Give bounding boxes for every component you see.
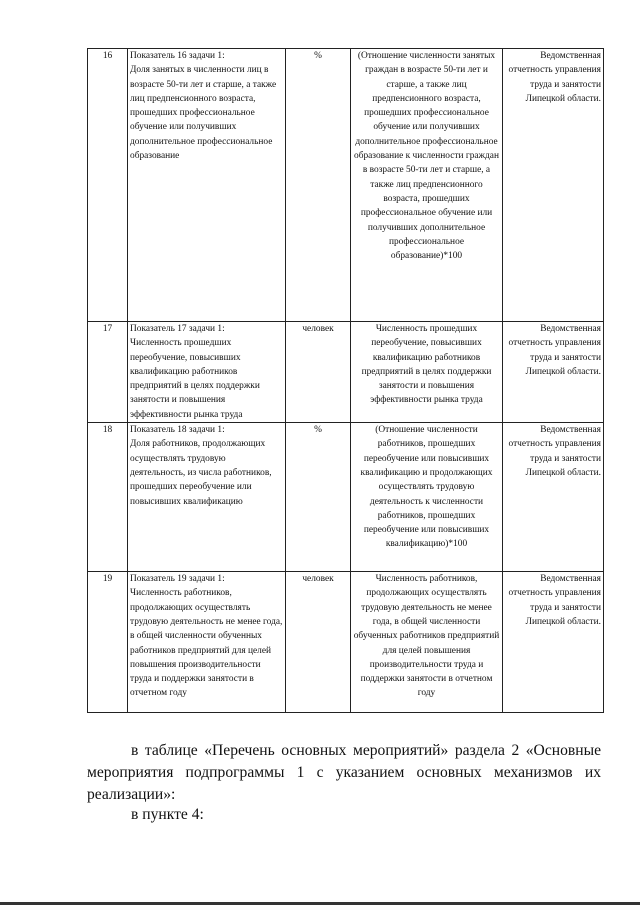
table-row: [88, 423, 604, 572]
unit-of-measure: человек: [286, 322, 351, 423]
calculation-formula: (Отношение численности работников, прошедших переобучение или повысивших квалификацию и продолжающих осуществлять трудовую деятельность к численности работников, прошедших переобучение или повысивших квалификацию)*100: [351, 423, 503, 572]
paragraph-intro-continuation: мероприятия подпрограммы 1 с указанием основных механизмов их реализации»:: [87, 764, 601, 803]
unit-of-measure: %: [286, 423, 351, 572]
indicators-table: [87, 48, 604, 713]
row-number: 19: [88, 572, 128, 713]
indicator-name: Показатель 17 задачи 1: Численность прошедших переобучение, повысивших квалификацию работников предприятий в целях поддержки занятости и повышения эффективности рынка труда: [128, 322, 286, 423]
unit-of-measure: человек: [286, 572, 351, 713]
paragraph-intro: в таблице «Перечень основных мероприятий» раздела 2 «Основные: [131, 742, 601, 759]
row-number: 18: [88, 423, 128, 572]
table-row: [88, 322, 604, 423]
calculation-formula: (Отношение численности занятых граждан в возрасте 50-ти лет и старше, а также лиц предпенсионного возраста, прошедших профессиональное обучение или получивших дополнительное профессиональное образование к численности граждан в возрасте 50-ти лет и старше, а также лиц предпенсионного возраста, прошедших профессиональное обучение или получивших дополнительное профессиональное образование)*100: [351, 49, 503, 322]
indicator-name: Показатель 16 задачи 1: Доля занятых в численности лиц в возрасте 50-ти лет и старше, а также лиц предпенсионного возраста, прошедших профессиональное обучение или получивших дополнительное профессиональное образование: [128, 49, 286, 322]
data-source: Ведомственная отчетность управления труда и занятости Липецкой области.: [503, 322, 604, 423]
paragraph-item: в пункте 4:: [131, 806, 204, 823]
table-row: [88, 572, 604, 713]
indicator-name: Показатель 18 задачи 1: Доля работников, продолжающих осуществлять трудовую деятельность, из числа работников, прошедших переобучение или повысивших квалификацию: [128, 423, 286, 572]
calculation-formula: Численность работников, продолжающих осуществлять трудовую деятельность не менее года, в общей численности обученных работников предприятий для целей повышения производительности труда и поддержки занятости в отчетном году: [351, 572, 503, 713]
calculation-formula: Численность прошедших переобучение, повысивших квалификацию работников предприятий в целях поддержки занятости и повышения эффективности рынка труда: [351, 322, 503, 423]
data-source: Ведомственная отчетность управления труда и занятости Липецкой области.: [503, 572, 604, 713]
indicator-name: Показатель 19 задачи 1: Численность работников, продолжающих осуществлять трудовую деятельность не менее года, в общей численности обученных работников предприятий для целей повышения производительности труда и поддержки занятости в отчетном году: [128, 572, 286, 713]
data-source: Ведомственная отчетность управления труда и занятости Липецкой области.: [503, 49, 604, 322]
unit-of-measure: %: [286, 49, 351, 322]
table-row: [88, 49, 604, 322]
row-number: 17: [88, 322, 128, 423]
row-number: 16: [88, 49, 128, 322]
data-source: Ведомственная отчетность управления труда и занятости Липецкой области.: [503, 423, 604, 572]
